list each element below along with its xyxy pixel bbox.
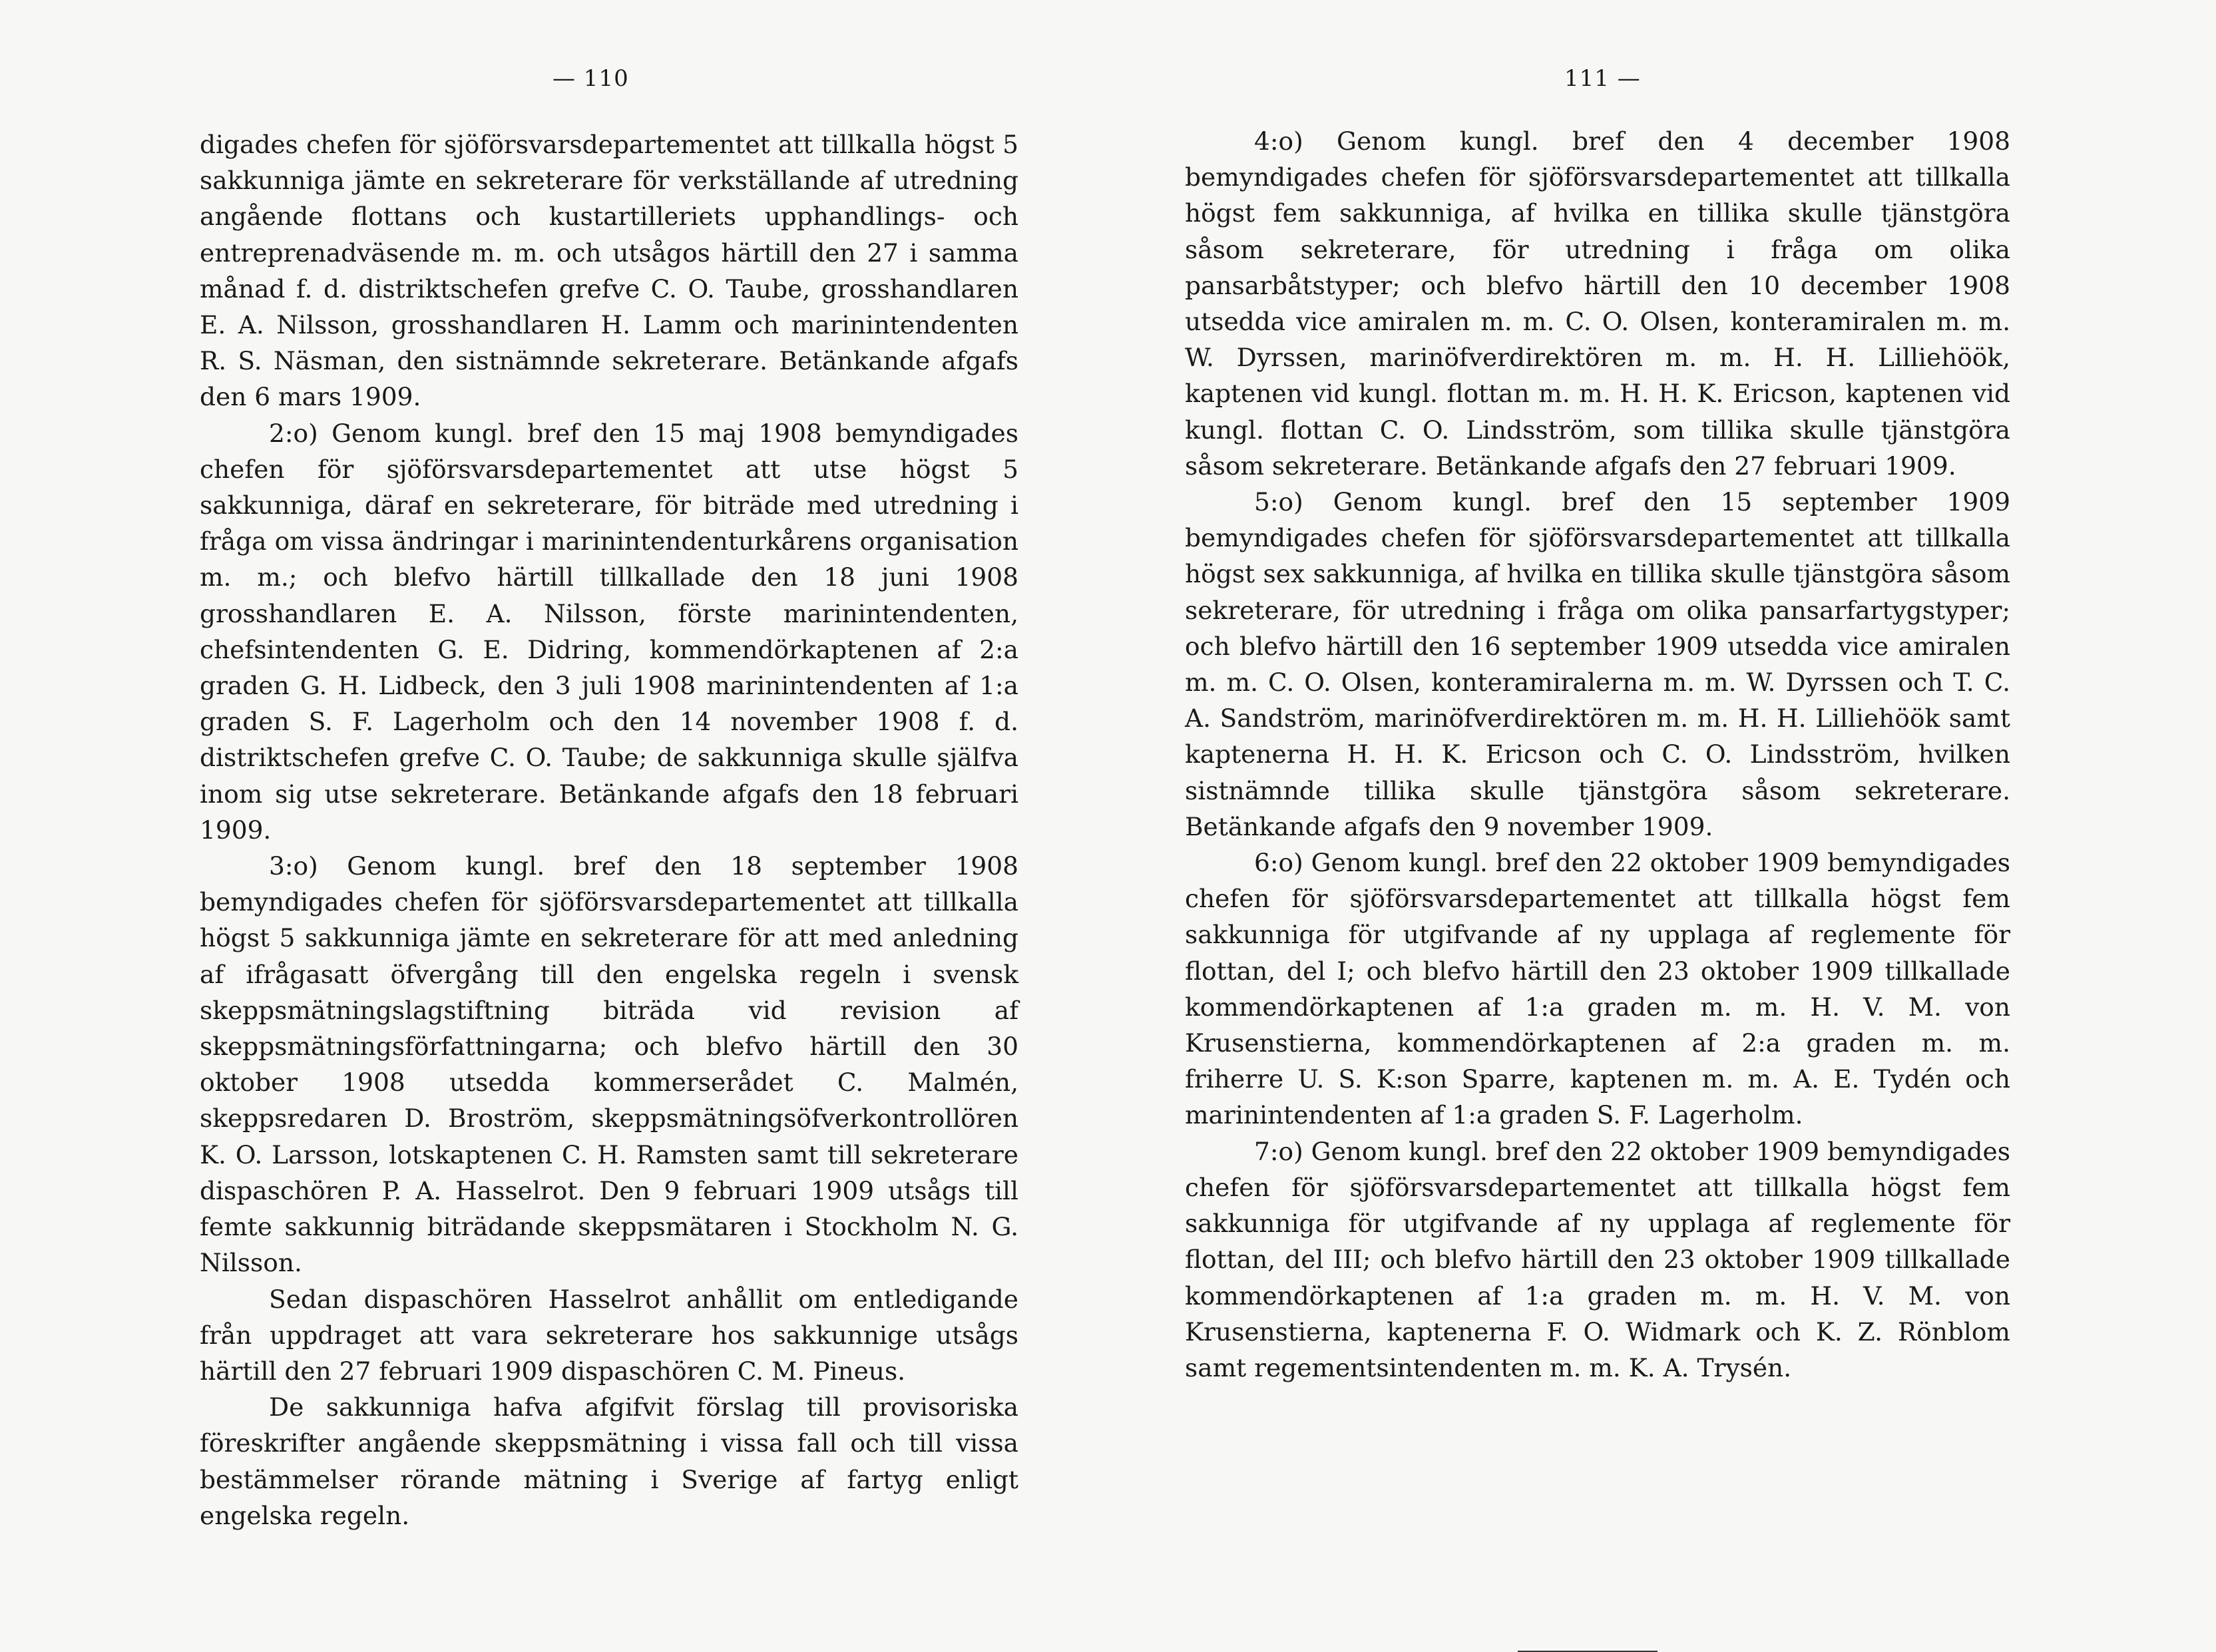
right-page [1185, 0, 2010, 1562]
left-page [200, 0, 1018, 1562]
paragraph-1-continued: digades chefen för sjöförsvarsdepartementet att tillkalla högst 5 sakkunniga jämte en sekreterare för verkställande af utredning angående flottans och kustartilleriets upphandlings- och entreprenadväsende m. m. och utsågos härtill den 27 i samma månad f. d. distriktschefen grefve C. O. Taube, grosshandlaren E. A. Nilsson, grosshandlaren H. Lamm och marinintendenten R. S. Näsman, den sistnämnde sekreterare. Betänkande afgafs den 6 mars 1909. [200, 130, 1018, 412]
right-page-text [1185, 123, 2010, 1386]
page-number-left: — 110 [553, 65, 629, 92]
paragraph-4: 4:o) Genom kungl. bref den 4 december 1908 bemyndigades chefen för sjöförsvarsdepartementet att tillkalla högst fem sakkunniga, af hvilka en tillika skulle tjänstgöra såsom sekreterare, för utredning i fråga om olika pansarbåtstyper; och blefvo härtill den 10 december 1908 utsedda vice amiralen m. m. C. O. Olsen, konteramiralen m. m. W. Dyrssen, marinöfverdirektören m. m. H. H. Lilliehöök, kaptenen vid kungl. flottan m. m. H. H. K. Ericson, kaptenen vid kungl. flottan C. O. Lindsström, som tillika skulle tjänstgöra såsom sekreterare. Betänkande afgafs den 27 februari 1909. [1185, 126, 2010, 481]
paragraph-7: 7:o) Genom kungl. bref den 22 oktober 1909 bemyndigades chefen för sjöförsvarsdepartementet att tillkalla högst fem sakkunniga för utgifvande af ny upplaga af reglemente för flottan, del III; och blefvo härtill den 23 oktober 1909 tillkallade kommendörkaptenen af 1:a graden m. m. H. V. M. von Krusenstierna, kaptenerna F. O. Widmark och K. Z. Rönblom samt regementsintendenten m. m. K. A. Trysén. [1185, 1136, 2010, 1382]
paragraph-3: 3:o) Genom kungl. bref den 18 september 1908 bemyndigades chefen för sjöförsvarsdepartementet att tillkalla högst 5 sakkunniga jämte en sekreterare för att med anledning af ifrågasatt öfvergång till den engelska regeln i svensk skeppsmätningslagstiftning biträda vid revision af skeppsmätningsförfattningarna; och blefvo härtill den 30 oktober 1908 utsedda kommerserådet C. Malmén, skeppsredaren D. Broström, skeppsmätningsöfverkontrollören K. O. Larsson, lotskaptenen C. H. Ramsten samt till sekreterare dispaschören P. A. Hasselrot. Den 9 februari 1909 utsågs till femte sakkunnig biträdande skeppsmätaren i Stockholm N. G. Nilsson. [200, 851, 1018, 1278]
paragraph-6: 6:o) Genom kungl. bref den 22 oktober 1909 bemyndigades chefen för sjöförsvarsdepartementet att tillkalla högst fem sakkunniga för utgifvande af ny upplaga af reglemente för flottan, del I; och blefvo härtill den 23 oktober 1909 tillkallade kommendörkaptenen af 1:a graden m. m. H. V. M. von Krusenstierna, kommendörkaptenen af 2:a graden m. m. friherre U. S. K:son Sparre, kaptenen m. m. A. E. Tydén och marinintendenten af 1:a graden S. F. Lagerholm. [1185, 848, 2010, 1130]
paragraph-2: 2:o) Genom kungl. bref den 15 maj 1908 bemyndigades chefen för sjöförsvarsdepartementet att utse högst 5 sakkunniga, däraf en sekreterare, för biträde med utredning i fråga om vissa ändringar i marinintendenturkårens organisation m. m.; och blefvo härtill tillkallade den 18 juni 1908 grosshandlaren E. A. Nilsson, förste marinintendenten, chefsintendenten G. E. Didring, kommendörkaptenen af 2:a graden G. H. Lidbeck, den 3 juli 1908 marinintendenten af 1:a graden S. F. Lagerholm och den 14 november 1908 f. d. distriktschefen grefve C. O. Taube; de sakkunniga skulle själfva inom sig utse sekreterare. Betänkande afgafs den 18 februari 1909. [200, 418, 1018, 845]
paragraph-hasselrot: Sedan dispaschören Hasselrot anhållit om entledigande från uppdraget att vara sekreterare hos sakkunnige utsågs härtill den 27 februari 1909 dispaschören C. M. Pineus. [200, 1284, 1018, 1386]
page-number-right: 111 — [1564, 65, 1641, 92]
paragraph-5: 5:o) Genom kungl. bref den 15 september 1909 bemyndigades chefen för sjöförsvarsdepartementet att tillkalla högst sex sakkunniga, af hvilka en tillika skulle tjänstgöra såsom sekreterare, för utredning i fråga om olika pansarfartygstyper; och blefvo härtill den 16 september 1909 utsedda vice amiralen m. m. C. O. Olsen, konteramiralerna m. m. W. Dyrssen och T. C. A. Sandström, marinöfverdirektören m. m. H. H. Lilliehöök samt kaptenerna H. H. K. Ericson och C. O. Lindsström, hvilken sistnämnde tillika skulle tjänstgöra såsom sekreterare. Betänkande afgafs den 9 november 1909. [1185, 487, 2010, 841]
paragraph-proposals: De sakkunniga hafva afgifvit förslag till provisoriska föreskrifter angående skeppsmätning i vissa fall och till vissa bestämmelser rörande mätning i Sverige af fartyg enligt engelska regeln. [200, 1392, 1018, 1530]
left-page-text [200, 126, 1018, 1534]
